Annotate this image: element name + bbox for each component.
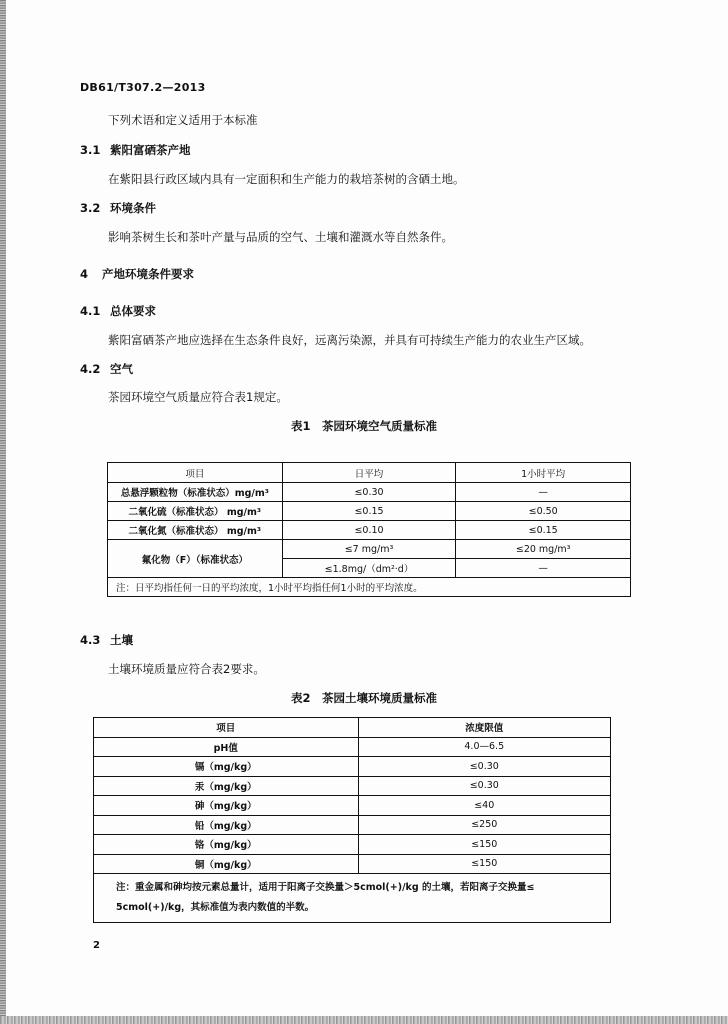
header-cell: 项目 (108, 463, 283, 483)
section-title: 产地环境条件要求 (102, 267, 194, 281)
header-cell: 项目 (94, 718, 359, 738)
table-cell: ≤0.15 (282, 502, 456, 521)
table-cell: ≤0.30 (358, 757, 611, 777)
section-4-1-text: 紫阳富硒茶产地应选择在生态条件良好，远离污染源，并具有可持续生产能力的农业生产区域。 (108, 333, 591, 347)
section-number: 3.1 (80, 143, 101, 157)
table-cell: ≤0.15 (456, 521, 631, 540)
table-row (108, 521, 631, 540)
scan-bottom-edge (0, 1016, 728, 1024)
section-4-3-text: 土壤环境质量应符合表2要求。 (108, 662, 265, 676)
table-cell: ≤1.8mg/（dm²·d） (282, 559, 456, 578)
table-row (94, 796, 611, 816)
table-cell: — (456, 483, 631, 502)
soil-quality-table (93, 717, 611, 923)
table-row (108, 502, 631, 521)
section-3-2-text: 影响茶树生长和茶叶产量与品质的空气、土壤和灌溉水等自然条件。 (108, 230, 453, 244)
table-cell: 二氧化硫（标准状态） mg/m³ (108, 502, 283, 521)
table-cell: 氟化物（F）（标准状态） (108, 540, 283, 578)
section-3-1-heading (80, 142, 191, 158)
table-note: 注：日平均指任何一日的平均浓度，1小时平均指任何1小时的平均浓度。 (108, 578, 631, 597)
section-number: 4.3 (80, 633, 101, 647)
table-row (94, 757, 611, 777)
table-note-row (108, 578, 631, 597)
table-cell: 总悬浮颗粒物（标准状态）mg/m³ (108, 483, 283, 502)
table-row (94, 737, 611, 757)
section-3-1-text: 在紫阳县行政区域内具有一定面积和生产能力的栽培茶树的含硒土地。 (108, 172, 465, 186)
standard-code: DB61/T307.2—2013 (80, 81, 206, 94)
table-cell: ≤150 (358, 835, 611, 855)
section-number: 3.2 (80, 201, 101, 215)
table-cell: 铜（mg/kg） (94, 854, 359, 874)
section-3-2-heading (80, 200, 156, 216)
table-cell: ≤20 mg/m³ (456, 540, 631, 559)
table-cell: 铅（mg/kg） (94, 815, 359, 835)
table-cell: 汞（mg/kg） (94, 776, 359, 796)
table-row (94, 854, 611, 874)
table-cell: ≤0.30 (358, 776, 611, 796)
table-cell: ≤0.50 (456, 502, 631, 521)
section-title: 环境条件 (110, 201, 156, 215)
table-row (94, 776, 611, 796)
table-row (94, 815, 611, 835)
page-number: 2 (93, 940, 100, 951)
table-cell: 二氧化氮（标准状态） mg/m³ (108, 521, 283, 540)
section-4-heading (80, 266, 194, 282)
section-number: 4.1 (80, 304, 101, 318)
table-row (108, 540, 631, 559)
table-cell: ≤40 (358, 796, 611, 816)
table-cell: — (456, 559, 631, 578)
section-4-3-heading (80, 632, 133, 648)
table-row (108, 483, 631, 502)
section-4-2-heading (80, 361, 133, 377)
table-cell: ≤150 (358, 854, 611, 874)
section-title: 空气 (110, 362, 133, 376)
table-cell: ≤7 mg/m³ (282, 540, 456, 559)
table-cell: ≤0.30 (282, 483, 456, 502)
section-4-1-heading (80, 303, 156, 319)
intro-text: 下列术语和定义适用于本标准 (108, 113, 258, 127)
section-title: 土壤 (110, 633, 133, 647)
table-cell: 砷（mg/kg） (94, 796, 359, 816)
header-cell: 日平均 (282, 463, 456, 483)
section-4-2-text: 茶园环境空气质量应符合表1规定。 (108, 390, 288, 404)
section-number: 4.2 (80, 362, 101, 376)
table-note (94, 874, 611, 923)
table-cell: 镉（mg/kg） (94, 757, 359, 777)
table2-caption: 表2 茶园土壤环境质量标准 (290, 691, 437, 705)
table-cell: 铬（mg/kg） (94, 835, 359, 855)
air-quality-table (107, 462, 631, 597)
scan-left-edge (0, 0, 6, 1024)
table-cell: ≤250 (358, 815, 611, 835)
table-cell: 4.0—6.5 (358, 737, 611, 757)
section-title: 紫阳富硒茶产地 (110, 143, 191, 157)
table-cell: pH值 (94, 737, 359, 757)
header-cell: 浓度限值 (358, 718, 611, 738)
section-title: 总体要求 (110, 304, 156, 318)
table-note-line: 注：重金属和砷均按元素总量计，适用于阳离子交换量＞5cmol(+)/kg 的土壤，若阳离子交换量≤ (116, 882, 535, 893)
section-number: 4 (80, 267, 89, 281)
table1-caption: 表1 茶园环境空气质量标准 (290, 419, 437, 433)
table-header-row (108, 463, 631, 483)
table-note-line: 5cmol(+)/kg，其标准值为表内数值的半数。 (116, 902, 315, 913)
table-header-row (94, 718, 611, 738)
table-row (94, 835, 611, 855)
table-note-row (94, 874, 611, 923)
header-cell: 1小时平均 (456, 463, 631, 483)
table-cell: ≤0.10 (282, 521, 456, 540)
